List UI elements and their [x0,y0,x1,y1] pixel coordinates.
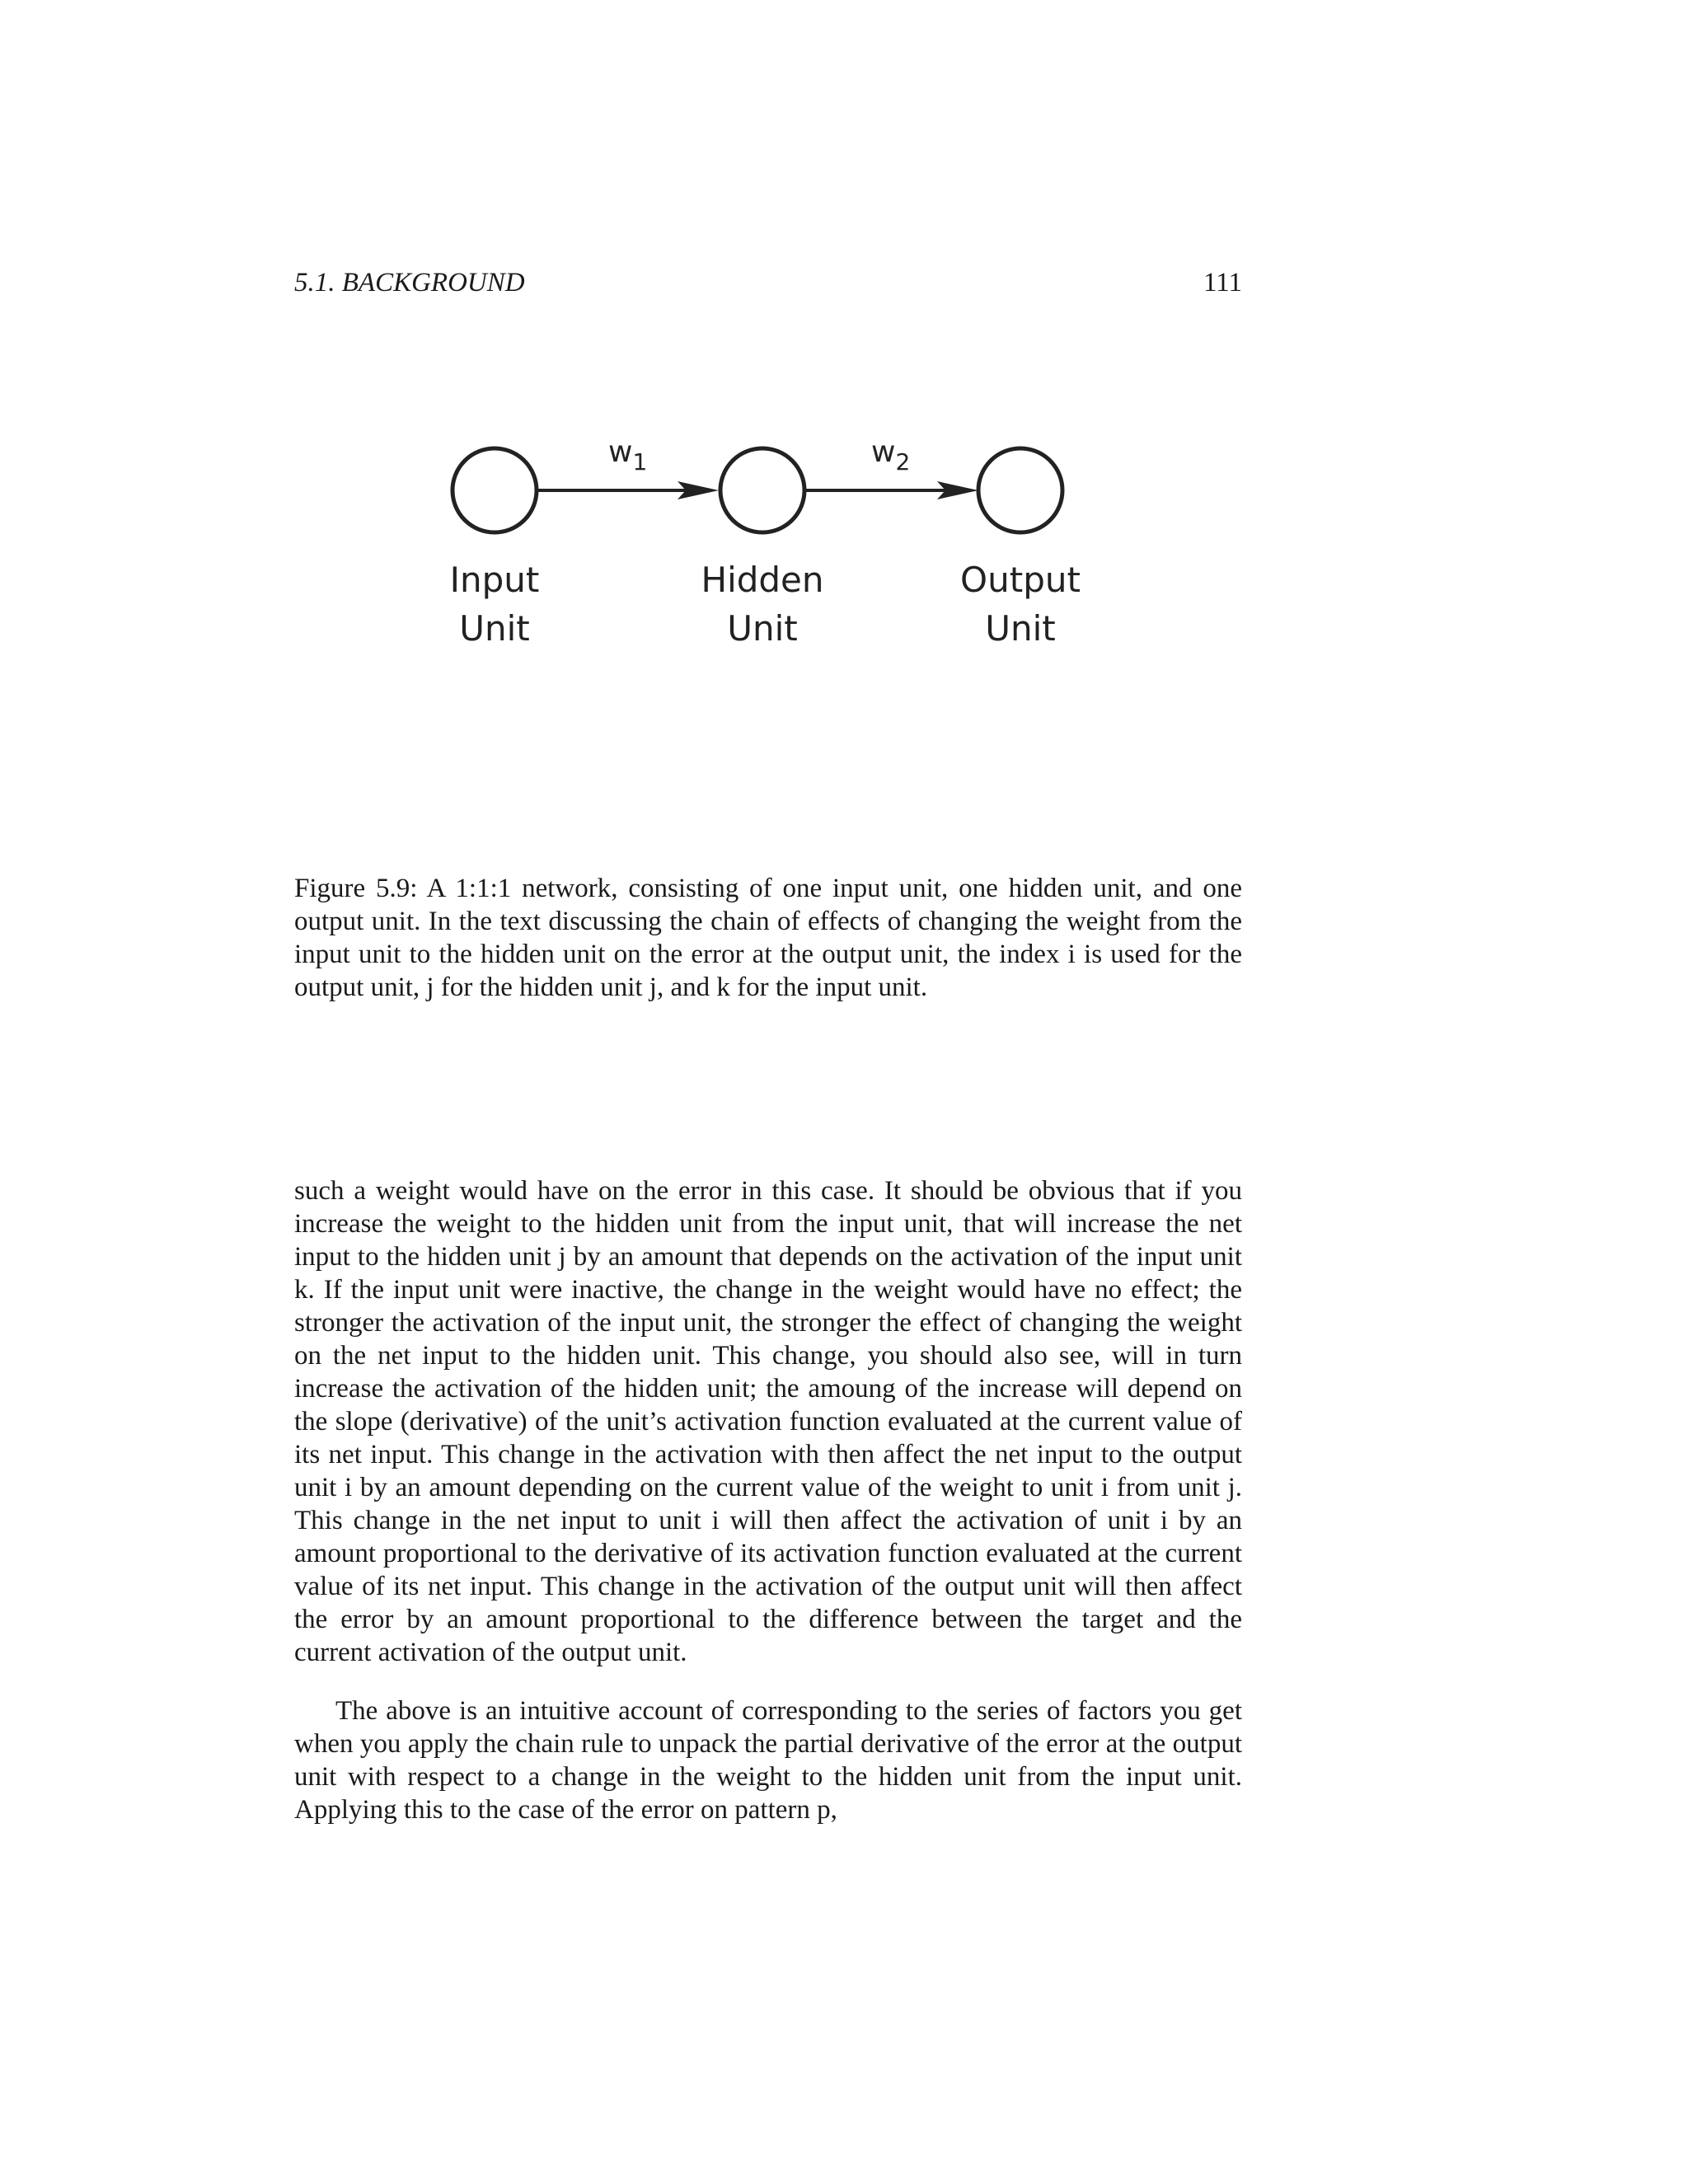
paragraph-2: The above is an intuitive account of corresponding to the series of factors you get when you apply the chain rule to unpack the partial derivative of the error at the output unit with respect to a change in the weight to the hidden unit from the input unit. Applying this to the case of the error on pattern p, [294,1696,1242,1825]
input-unit-label: Input [449,560,540,600]
input-unit-label-2: Unit [459,608,530,649]
hidden-unit-label: Hidden [701,560,824,600]
hidden-unit-label-2: Unit [727,608,798,649]
output-unit-node [978,448,1062,532]
hidden-unit-node [720,448,804,532]
network-diagram-svg [429,412,1088,684]
output-unit-label: Output [960,560,1081,600]
paragraph-1: such a weight would have on the error in this case. It should be obvious that if you increase the weight to the hidden unit from the input unit, that will increase the net input to the hidden unit j by an amount that depends on the activation of the input unit k. If the input unit were inactive, the change in the weight would have no effect; the stronger the activation of the input unit, the stronger the effect of changing the weight on the net input to the hidden unit. This change, you should also see, will in turn increase the activation of the hidden unit; the amoung of the increase will depend on the slope (derivative) of the unit’s activation function evaluated at the current value of its net input. This change in the activation with then affect the net input to the output unit i by an amount depending on the current value of the weight to unit i from unit j. This change in the net input to unit i will then affect the activation of unit i by an amount proportional to the derivative of its activation function evaluated at the current value of its net input. This change in the activation of the output unit will then affect the error by an amount proportional to the difference between the target and the current activation of the output unit. [294,1176,1242,1667]
input-unit-node [452,448,537,532]
page-number: 111 [1203,268,1242,298]
figure-caption: Figure 5.9: A 1:1:1 network, consisting of one input unit, one hidden unit, and one output unit. In the text discussing the chain of effects of changing the weight from the input unit to the hidden unit on the error at the output unit, the index i is used for the output unit, j for the hidden unit j, and k for the input unit. [294,874,1242,1002]
body-text [294,1174,1242,1852]
section-title: 5.1. BACKGROUND [294,268,525,298]
output-unit-label-2: Unit [985,608,1056,649]
weight-label-w2: $w_2$ [871,435,911,476]
weight-label-w1: $w_1$ [608,435,648,476]
network-diagram [429,412,1088,684]
